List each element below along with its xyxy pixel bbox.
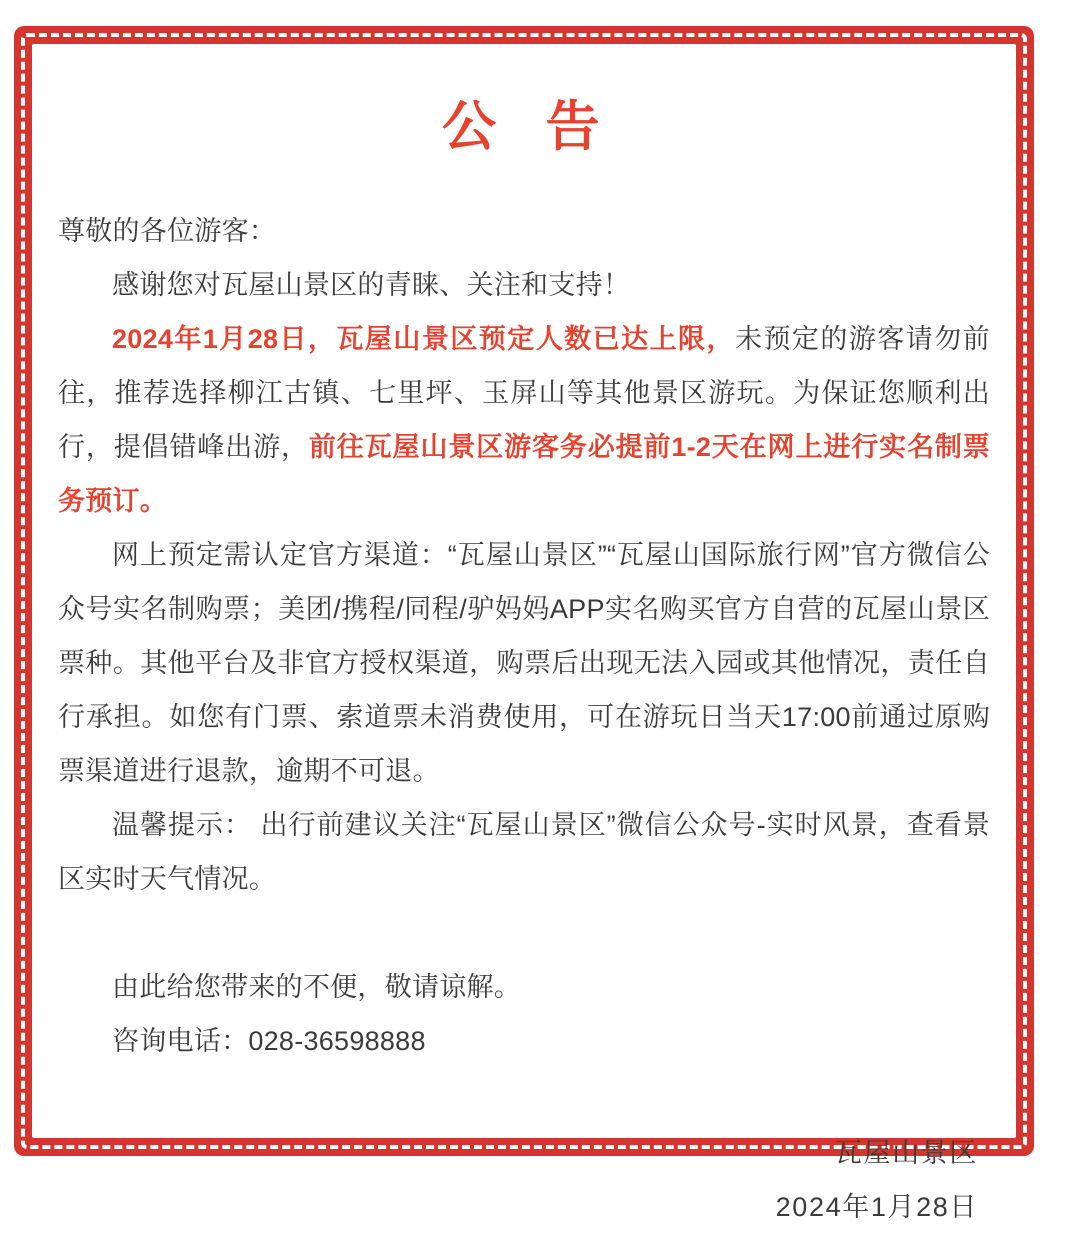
paragraph-gap <box>58 906 990 960</box>
notice-paper <box>32 44 1016 1222</box>
signature-date: 2024年1月28日 <box>775 1192 978 1222</box>
text-run-thanks-0: 感谢您对瓦屋山景区的青睐、关注和支持！ <box>112 270 631 300</box>
text-run-capacity-notice-1: 未预定的游客请勿前往，推荐选择柳江古镇、七里坪、玉屏山等其他景区游玩。为保证您顺利出行，提倡错峰出游， <box>58 324 990 462</box>
highlighted-text-capacity-notice-2: 前往瓦屋山景区游客务必提前1-2天在网上进行实名制票务预订。 <box>58 432 990 516</box>
text-run-apology-0: 由此给您带来的不便，敬请谅解。 <box>112 972 522 1002</box>
paragraph-capacity-notice <box>58 312 990 528</box>
salutation-line: 尊敬的各位游客： <box>58 216 277 246</box>
paragraph-hotline <box>58 1014 990 1068</box>
signature-organization: 瓦屋山景区 <box>834 1138 978 1168</box>
notice-dashed-frame <box>14 26 1034 1222</box>
page-title: 公 告 <box>442 97 606 157</box>
text-run-warm-tip-0: 温馨提示： 出行前建议关注“瓦屋山景区”微信公众号-实时风景，查看景区实时天气情况。 <box>58 810 990 894</box>
text-run-official-channels-0: 网上预定需认定官方渠道：“瓦屋山景区”“瓦屋山国际旅行网”官方微信公众号实名制购票；美团/携程/同程/驴妈妈APP实名购买官方自营的瓦屋山景区票种。其他平台及非官方授权渠道，购票后出现无法入园或其他情况，责任自行承担。如您有门票、索道票未消费使用，可在游玩日当天17:00前通过原购票渠道进行退款，逾期不可退。 <box>58 540 990 786</box>
notice-content <box>32 44 1016 1222</box>
paragraph-official-channels <box>58 528 990 798</box>
paragraph-thanks <box>58 258 990 312</box>
paragraph-apology <box>58 960 990 1014</box>
paragraph-list <box>58 258 990 1068</box>
highlighted-text-capacity-notice-0: 2024年1月28日，瓦屋山景区预定人数已达上限， <box>112 324 735 354</box>
text-run-hotline-0: 咨询电话：028-36598888 <box>112 1026 426 1056</box>
paragraph-warm-tip <box>58 798 990 906</box>
content-spacer <box>58 1068 990 1122</box>
signature-block <box>58 1126 990 1234</box>
